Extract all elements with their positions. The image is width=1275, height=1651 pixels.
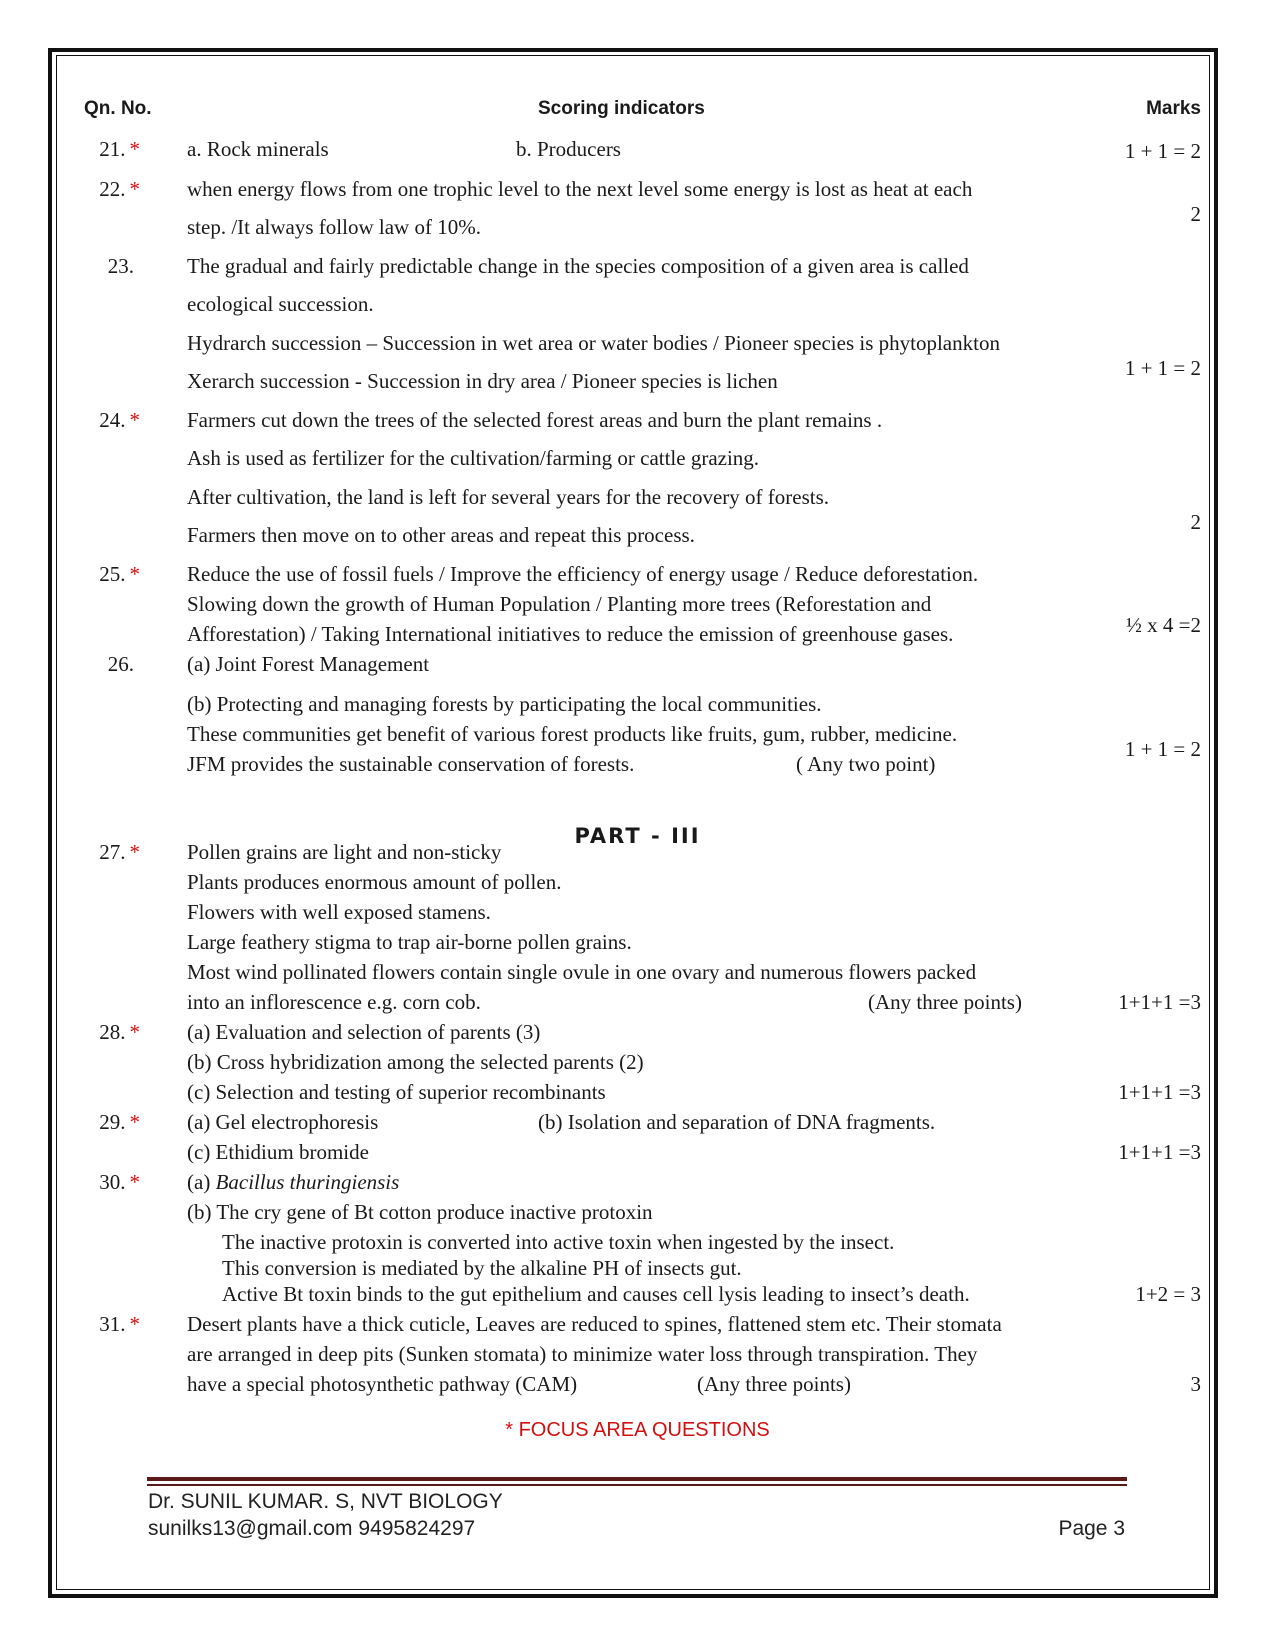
header-indicators: Scoring indicators xyxy=(538,98,705,119)
q29-answer-b: (b) Isolation and separation of DNA fragments. xyxy=(538,1110,936,1134)
header-marks: Marks xyxy=(1146,98,1201,119)
q27-line: into an inflorescence e.g. corn cob. xyxy=(187,990,481,1014)
q26-note: ( Any two point) xyxy=(796,752,936,776)
q25-marks: ½ x 4 =2 xyxy=(1126,613,1201,637)
q28-marks: 1+1+1 =3 xyxy=(1118,1080,1201,1104)
q22-line: step. /It always follow law of 10%. xyxy=(187,215,481,239)
q26-marks: 1 + 1 = 2 xyxy=(1124,737,1201,761)
q23-line: The gradual and fairly predictable change in the species composition of a given area is called xyxy=(187,254,969,278)
q23-line: Hydrarch succession – Succession in wet area or water bodies / Pioneer species is phytoplankton xyxy=(187,331,1000,355)
focus-legend: * FOCUS AREA QUESTIONS xyxy=(505,1419,770,1441)
q29-marks: 1+1+1 =3 xyxy=(1118,1140,1201,1164)
q27-number: 27. * xyxy=(99,840,140,864)
q25-number: 25. * xyxy=(99,562,140,586)
q25-line: Slowing down the growth of Human Population / Planting more trees (Reforestation and xyxy=(187,592,932,616)
focus-star: * xyxy=(129,562,140,586)
q24-line: Farmers then move on to other areas and repeat this process. xyxy=(187,523,695,547)
q26-line: JFM provides the sustainable conservation of forests. xyxy=(187,752,635,776)
q30-species-name: Bacillus thuringiensis xyxy=(215,1170,400,1194)
q24-line: After cultivation, the land is left for several years for the recovery of forests. xyxy=(187,485,829,509)
q26-number: 26. xyxy=(107,652,134,676)
focus-star: * xyxy=(129,137,140,161)
q28-number: 28. * xyxy=(99,1020,140,1044)
q26-line: These communities get benefit of various forest products like fruits, gum, rubber, medicine. xyxy=(187,722,958,746)
q30-answer-a: (a) Bacillus thuringiensis xyxy=(187,1170,400,1194)
focus-star: * xyxy=(129,177,140,201)
q28-line: (b) Cross hybridization among the selected parents (2) xyxy=(187,1050,644,1074)
q30-line: Active Bt toxin binds to the gut epithelium and causes cell lysis leading to insect’s death. xyxy=(222,1282,970,1306)
q22-number: 22. * xyxy=(99,177,140,201)
q27-line: Most wind pollinated flowers contain single ovule in one ovary and numerous flowers packed xyxy=(187,960,977,984)
footer-contact: sunilks13@gmail.com 9495824297 xyxy=(148,1517,476,1540)
q30-line: (b) The cry gene of Bt cotton produce inactive protoxin xyxy=(187,1200,653,1224)
footer-rule xyxy=(147,1477,1127,1481)
q23-number: 23. xyxy=(107,254,134,278)
q31-number: 31. * xyxy=(99,1312,140,1336)
q24-number: 24. * xyxy=(99,408,140,432)
q27-line: Flowers with well exposed stamens. xyxy=(187,900,491,924)
part-heading: PART - III xyxy=(574,824,701,848)
q27-line: Plants produces enormous amount of pollen. xyxy=(187,870,562,894)
q31-note: (Any three points) xyxy=(697,1372,851,1396)
q22-line: when energy flows from one trophic level to the next level some energy is lost as heat at each xyxy=(187,177,973,201)
q26-line: (a) Joint Forest Management xyxy=(187,652,430,676)
footer-rule-thin xyxy=(147,1484,1127,1486)
focus-star: * xyxy=(129,1020,140,1044)
q26-line: (b) Protecting and managing forests by participating the local communities. xyxy=(187,692,822,716)
focus-star: * xyxy=(129,408,140,432)
focus-star: * xyxy=(129,1110,140,1134)
q28-line: (c) Selection and testing of superior recombinants xyxy=(187,1080,606,1104)
q23-line: ecological succession. xyxy=(187,292,374,316)
q21-marks: 1 + 1 = 2 xyxy=(1124,139,1201,163)
q29-answer-a: (a) Gel electrophoresis xyxy=(187,1110,379,1134)
q23-line: Xerarch succession - Succession in dry area / Pioneer species is lichen xyxy=(187,369,778,393)
q30-marks: 1+2 = 3 xyxy=(1135,1282,1201,1306)
footer-author: Dr. SUNIL KUMAR. S, NVT BIOLOGY xyxy=(148,1490,503,1513)
header-qn: Qn. No. xyxy=(84,98,152,119)
q31-line: have a special photosynthetic pathway (CAM) xyxy=(187,1372,578,1396)
q21-answer-a: a. Rock minerals xyxy=(187,137,329,161)
q24-line: Farmers cut down the trees of the selected forest areas and burn the plant remains . xyxy=(187,408,883,432)
q21-number: 21. * xyxy=(99,137,140,161)
q31-line: are arranged in deep pits (Sunken stomata) to minimize water loss through transpiration. They xyxy=(187,1342,978,1366)
q31-marks: 3 xyxy=(1190,1372,1201,1396)
q29-answer-c: (c) Ethidium bromide xyxy=(187,1140,369,1164)
focus-star: * xyxy=(129,840,140,864)
q22-marks: 2 xyxy=(1190,202,1201,226)
q30-line: The inactive protoxin is converted into active toxin when ingested by the insect. xyxy=(222,1230,895,1254)
q30-line: This conversion is mediated by the alkaline PH of insects gut. xyxy=(222,1256,742,1280)
q27-note: (Any three points) xyxy=(868,990,1022,1014)
q25-line: Afforestation) / Taking International initiatives to reduce the emission of greenhouse gases. xyxy=(187,622,954,646)
q24-line: Ash is used as fertilizer for the cultivation/farming or cattle grazing. xyxy=(187,446,760,470)
q27-line: Pollen grains are light and non-sticky xyxy=(187,840,502,864)
focus-star: * xyxy=(129,1170,140,1194)
q23-marks: 1 + 1 = 2 xyxy=(1124,356,1201,380)
q28-line: (a) Evaluation and selection of parents (3) xyxy=(187,1020,541,1044)
q21-answer-b: b. Producers xyxy=(516,137,621,161)
q27-marks: 1+1+1 =3 xyxy=(1118,990,1201,1014)
q25-line: Reduce the use of fossil fuels / Improve the efficiency of energy usage / Reduce deforestation. xyxy=(187,562,979,586)
page-number: Page 3 xyxy=(1058,1517,1125,1540)
q24-marks: 2 xyxy=(1190,510,1201,534)
q27-line: Large feathery stigma to trap air-borne pollen grains. xyxy=(187,930,632,954)
q29-number: 29. * xyxy=(99,1110,140,1134)
focus-star: * xyxy=(129,1312,140,1336)
q31-line: Desert plants have a thick cuticle, Leaves are reduced to spines, flattened stem etc. Their stomata xyxy=(187,1312,1002,1336)
q30-number: 30. * xyxy=(99,1170,140,1194)
